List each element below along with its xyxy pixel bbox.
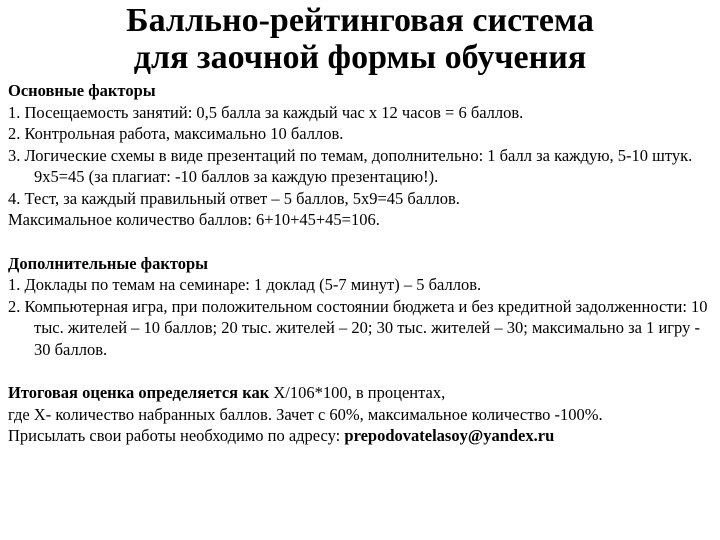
email-address: prepodovatelasoy@yandex.ru (344, 426, 555, 445)
page-title (0, 2, 720, 76)
submission-text: Присылать свои работы необходимо по адресу: (8, 426, 345, 445)
final-grade-line (8, 382, 716, 404)
main-factor-item-4: 4. Тест, за каждый правильный ответ – 5 баллов, 5х9=45 баллов. (8, 188, 460, 208)
additional-factor-item-2: 2. Компьютерная игра, при положительном состоянии бюджета и без кредитной задолженности: 10 тыс. жителей – 10 баллов; 20 тыс. жителей – 20; 30 тыс. жителей – 30; максимально за 1 игру - 30 баллов. (8, 296, 708, 359)
main-factor-item-2: 2. Контрольная работа, максимально 10 баллов. (8, 124, 344, 143)
final-grade-explanation: где Х- количество набранных баллов. Зачет с 60%, максимальное количество -100%. (8, 404, 603, 424)
main-factors-heading: Основные факторы (8, 81, 156, 100)
final-grade-label: Итоговая оценка определяется как (8, 383, 274, 402)
additional-factor-item-1: 1. Доклады по темам на семинаре: 1 доклад (5-7 минут) – 5 баллов. (8, 275, 482, 294)
main-factor-item-1: 1. Посещаемость занятий: 0,5 балла за каждый час х 12 часов = 6 баллов. (8, 102, 524, 122)
title-line-2: для заочной формы обучения (133, 39, 587, 76)
section-spacer (8, 231, 716, 253)
document-body (8, 80, 716, 447)
submission-line (8, 425, 716, 447)
max-total-line: Максимальное количество баллов: 6+10+45+45=106. (8, 210, 380, 229)
additional-factors-heading: Дополнительные факторы (8, 253, 209, 273)
title-line-1: Балльно-рейтинговая система (126, 2, 594, 39)
section-spacer (8, 360, 716, 382)
final-grade-formula: Х/106*100, в процентах, (273, 383, 446, 402)
main-factor-item-3: 3. Логические схемы в виде презентаций по темам, дополнительно: 1 балл за каждую, 5-10 штук. 9х5=45 (за плагиат: -10 баллов за каждую презентацию!). (8, 145, 693, 186)
